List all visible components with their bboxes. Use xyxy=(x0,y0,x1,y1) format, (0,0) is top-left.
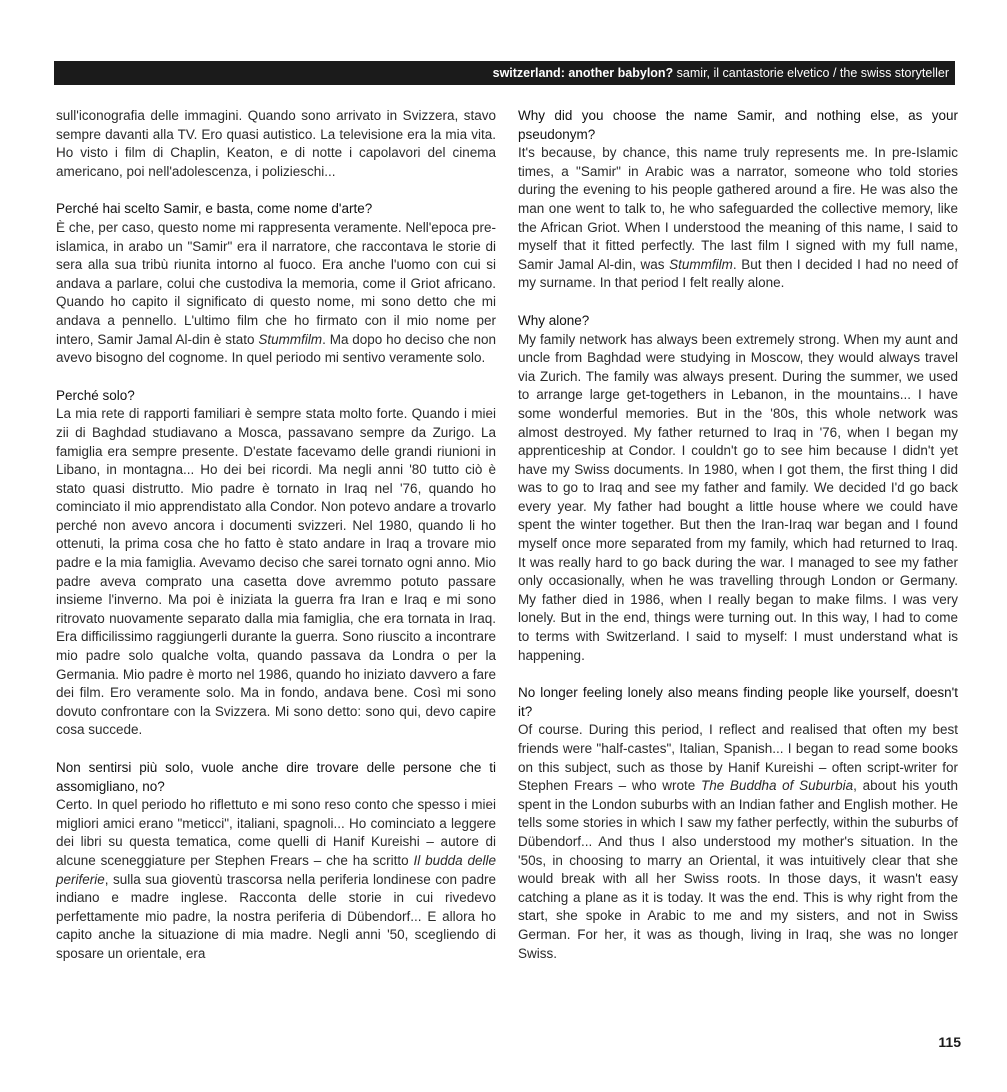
answer-paragraph: È che, per caso, questo nome mi rappresenta veramente. Nell'epoca pre-islamica, in arabo un "Samir" era il narratore, che raccontava le storie di sera alla sua tribù riunita intorno al fuoco. Era anche l'uomo con cui si andava a parlare, colui che custodiva la memoria, come il Griot africano. Quando ho capito il significato di questo nome, mi sono detto che mi andava a pennello. L'ultimo film che ho firmato con il mio nome per intero, Samir Jamal Al-din è stato Stummfilm. Ma dopo ho deciso che non avevo bisogno del cognome. In quel periodo mi sentivo veramente solo. xyxy=(56,219,496,366)
film-title: Stummfilm xyxy=(669,256,733,272)
page-number: 115 xyxy=(938,1034,961,1050)
answer-paragraph: Certo. In quel periodo ho riflettuto e mi sono reso conto che spesso i miei migliori amici erano "meticci", italiani, spagnoli... Ho cominciato a leggere dei libri su questa tematica, come quelli di Hanif Kureishi – autore di alcune sceneggiature per Stephen Frears – che ha scritto Il budda delle periferie, sulla sua gioventù trascorsa nella periferia londinese con padre indiano e madre inglese. Racconta delle storie in cui rivedevo perfettamente mio padre, la nostra periferia di Dübendorf... E allora ho capito anche la situazione di mia madre. Negli anni '50, scegliendo di sposare un orientale, era xyxy=(56,797,496,961)
film-title: Stummfilm xyxy=(258,331,323,347)
answer-paragraph: La mia rete di rapporti familiari è sempre stata molto forte. Quando i miei zii di Baghdad studiavano a Mosca, passavano sempre da Zurigo. La famiglia era sempre presente. D'estate facevamo delle grandi riunioni in Libano, in montagna... Ho dei bei ricordi. Ma negli anni '80 tutto ciò è stato quasi distrutto. Mio padre è tornato in Iraq nel '76, quando ho cominciato il mio apprendistato alla Condor. Non potevo andare a trovarlo perché non avevo ancora i documenti svizzeri. Nel 1980, quando li ho ottenuti, la prima cosa che ho fatto è stato andare in Iraq a trovare mio padre e la mia famiglia. Avevamo deciso che sarei tornato ogni anno. Mio padre aveva comprato una casetta dove avremmo potuto passare insieme l'inverno. Ma poi è iniziata la guerra fra Iran e Iraq e mi sono ritrovato nuovamente separato dalla mia famiglia, che era tornata in Iraq. Era difficilissimo raggiungerli durante la guerra. Sono riuscito a incontrare mio padre solo qualche volta, quando passava da Londra o per la Germania. Mio padre è morto nel 1986, quando ho iniziato davvero a fare dei film. Ero veramente solo. Ma in fondo, andava bene. Così mi sono dovuto confrontare con la Svizzera. Mi sono detto: sono qui, devo capire cosa succede. xyxy=(56,406,496,738)
italian-column xyxy=(56,107,496,964)
header-title-bold: switzerland: another babylon? xyxy=(492,66,674,80)
paragraph: sull'iconografia delle immagini. Quando sono arrivato in Svizzera, stavo sempre davanti alla TV. Ero quasi autistico. La televisione era la mia vita. Ho visto i film di Chaplin, Keaton, e di notte i capolavori del cinema americano, poi nell'adolescenza, i polizieschi... xyxy=(56,108,496,179)
question-heading: Perché hai scelto Samir, e basta, come nome d'arte? xyxy=(56,201,373,217)
question-heading: Why alone? xyxy=(518,312,590,328)
question-heading: Perché solo? xyxy=(56,387,135,403)
book-title: Il budda delle periferie xyxy=(56,852,496,887)
answer-paragraph: My family network has always been extremely strong. When my aunt and uncle from Baghdad were studying in Moscow, they would always travel via Zurich. The family was always present. During the summer, we used to arrange large get-togethers in Lebanon, in the mountains... I have some wonderful memories. But in the '80s, this whole network was almost destroyed. My father returned to Iraq in '76, when I began my apprenticeship at Condor. I couldn't go to see him because I didn't yet have my Swiss documents. In 1980, when I got them, the first thing I did was to go to Iraq and see my father and family. We decided I'd go back every year. My father had bought a little house where we could have spent the winter together. But then the Iran-Iraq war began and I found myself once more separated from my family, which had returned to Iraq. It was really hard to go back during the war. I managed to see my father only occasionally, when he was travelling through London or Germany. My father died in 1986, when I really began to make films. I was very lonely. But in the end, things were turning out. In this way, I had to come to terms with Switzerland. I said to myself: I must understand what is happening. xyxy=(518,331,958,663)
question-heading: Why did you choose the name Samir, and nothing else, as your pseudonym? xyxy=(518,108,958,142)
question-heading: Non sentirsi più solo, vuole anche dire trovare delle persone che ti assomigliano, no? xyxy=(56,760,496,794)
running-header xyxy=(54,61,955,85)
question-heading: No longer feeling lonely also means finding people like yourself, doesn't it? xyxy=(518,685,958,719)
answer-paragraph: It's because, by chance, this name truly represents me. In pre-Islamic times, a "Samir" in Arabic was a narrator, someone who told stories during the evening to his people gathered around a fire. He was also the man one went to talk to, he who safeguarded the collective memory, like the African Griot. When I understood the meaning of this name, I said to myself that it fitted perfectly. The last film I signed with my full name, Samir Jamal Al-din, was Stummfilm. But then I decided I had no need of my surname. In that period I felt really alone. xyxy=(518,145,959,291)
answer-paragraph: Of course. During this period, I reflect and realised that often my best friends were "half-castes", Italian, Spanish... I began to read some books on this subject, such as those by Hanif Kureishi – often script-writer for Stephen Frears – who wrote The Buddha of Suburbia, about his youth spent in the London suburbs with an Indian father and English mother. He tells some stories in which I saw my father perfectly, within the suburbs of Dübendorf... And thus I also understood my mother's situation. In the '50s, in choosing to marry an Oriental, it was intuitively clear that she would break with all her Swiss roots. In those days, it wasn't easy catching a plane as it is today. It was the end. This is why right from the start, she spoke in Arabic to me and my sisters, and not in Swiss German. For her, it was as though, living in Iraq, she was no longer Swiss. xyxy=(518,722,958,961)
header-title-rest: samir, il cantastorie elvetico / the swiss storyteller xyxy=(673,66,949,80)
book-title: The Buddha of Suburbia xyxy=(700,778,854,794)
english-column xyxy=(518,107,958,963)
